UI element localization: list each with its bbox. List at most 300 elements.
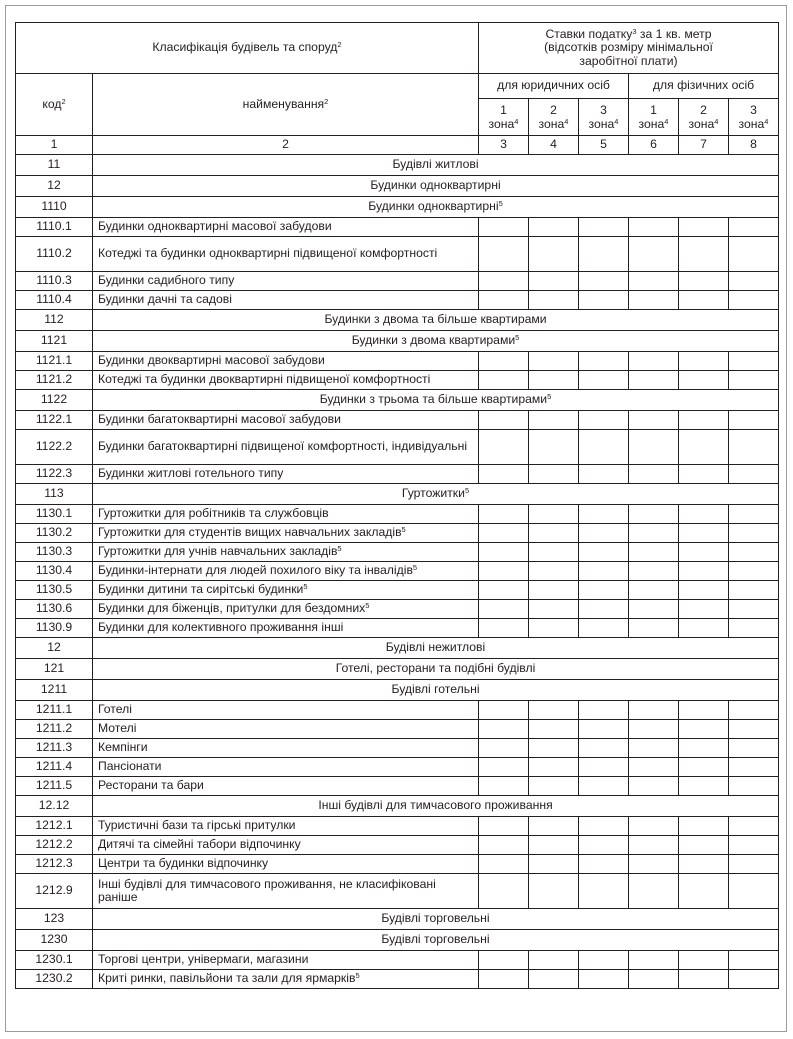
zone-header: 3 зона$^4$ xyxy=(579,99,629,136)
row-code: 1212.3 xyxy=(16,855,93,874)
table-row xyxy=(16,720,779,739)
rate-cell xyxy=(679,701,729,720)
table-row xyxy=(16,505,779,524)
row-name: Будівлі торговельні xyxy=(93,930,779,951)
row-name: Гуртожитки для студентів вищих навчальних закладів$^5$ xyxy=(93,524,479,543)
row-code: 1121.1 xyxy=(16,352,93,371)
row-name: Будинки одноквартирні$^5$ xyxy=(93,197,779,218)
column-numbers-row xyxy=(16,136,779,155)
rate-cell xyxy=(579,411,629,430)
rate-cell xyxy=(479,970,529,989)
rate-cell xyxy=(729,970,779,989)
rate-cell xyxy=(629,836,679,855)
rate-cell xyxy=(529,430,579,465)
table-row xyxy=(16,836,779,855)
rate-cell xyxy=(529,411,579,430)
rate-cell xyxy=(629,581,679,600)
rate-cell xyxy=(629,218,679,237)
row-name: Будинки житлові готельного типу xyxy=(93,465,479,484)
rate-cell xyxy=(529,562,579,581)
group-row xyxy=(16,197,779,218)
rate-cell xyxy=(579,371,629,390)
row-name: Котеджі та будинки одноквартирні підвищеної комфортності xyxy=(93,237,479,272)
rate-cell xyxy=(529,581,579,600)
row-name: Котеджі та будинки двоквартирні підвищеної комфортності xyxy=(93,371,479,390)
row-code: 1130.1 xyxy=(16,505,93,524)
row-name: Будинки багатоквартирні масової забудови xyxy=(93,411,479,430)
zone-header: 2 зона$^4$ xyxy=(529,99,579,136)
rate-cell xyxy=(729,218,779,237)
rate-cell xyxy=(579,430,629,465)
rate-cell xyxy=(629,619,679,638)
row-code: 1230 xyxy=(16,930,93,951)
rate-cell xyxy=(529,836,579,855)
rate-cell xyxy=(729,758,779,777)
rate-cell xyxy=(579,581,629,600)
row-code: 1110.4 xyxy=(16,291,93,310)
rate-cell xyxy=(579,352,629,371)
rate-cell xyxy=(629,465,679,484)
rate-cell xyxy=(479,430,529,465)
group-row xyxy=(16,909,779,930)
rate-cell xyxy=(579,874,629,909)
rate-cell xyxy=(729,951,779,970)
rate-cell xyxy=(479,836,529,855)
table-row xyxy=(16,524,779,543)
group-row xyxy=(16,680,779,701)
rate-cell xyxy=(529,701,579,720)
rate-cell xyxy=(579,524,629,543)
rate-cell xyxy=(679,430,729,465)
table-row xyxy=(16,465,779,484)
rate-cell xyxy=(629,817,679,836)
row-code: 121 xyxy=(16,659,93,680)
table-row xyxy=(16,758,779,777)
row-code: 12 xyxy=(16,638,93,659)
rate-cell xyxy=(679,352,729,371)
rate-cell xyxy=(679,874,729,909)
row-name: Будівлі готельні xyxy=(93,680,779,701)
row-name: Туристичні бази та гірські притулки xyxy=(93,817,479,836)
row-name: Будинки з двома квартирами$^5$ xyxy=(93,331,779,352)
row-name: Будівлі житлові xyxy=(93,155,779,176)
rate-cell xyxy=(629,777,679,796)
rate-cell xyxy=(629,291,679,310)
rate-cell xyxy=(629,758,679,777)
row-name: Торгові центри, універмаги, магазини xyxy=(93,951,479,970)
rate-cell xyxy=(479,411,529,430)
column-number: 8 xyxy=(729,136,779,155)
rate-cell xyxy=(629,855,679,874)
row-code: 1122.2 xyxy=(16,430,93,465)
row-code: 1212.9 xyxy=(16,874,93,909)
rate-cell xyxy=(679,777,729,796)
row-name: Будинки для біженців, притулки для бездомних$^5$ xyxy=(93,600,479,619)
rate-cell xyxy=(479,272,529,291)
row-code: 1110.1 xyxy=(16,218,93,237)
rate-cell xyxy=(529,272,579,291)
group-row xyxy=(16,796,779,817)
table-body xyxy=(16,155,779,989)
row-name: Дитячі та сімейні табори відпочинку xyxy=(93,836,479,855)
rate-cell xyxy=(679,600,729,619)
rate-cell xyxy=(479,237,529,272)
row-name: Мотелі xyxy=(93,720,479,739)
tax-rates-table xyxy=(15,22,779,989)
table-row xyxy=(16,562,779,581)
table-row xyxy=(16,543,779,562)
rate-cell xyxy=(529,855,579,874)
row-code: 113 xyxy=(16,484,93,505)
rate-cell xyxy=(729,777,779,796)
group-row xyxy=(16,659,779,680)
rate-cell xyxy=(579,272,629,291)
row-code: 1130.5 xyxy=(16,581,93,600)
rate-cell xyxy=(579,619,629,638)
rate-cell xyxy=(629,600,679,619)
row-code: 1130.2 xyxy=(16,524,93,543)
row-code: 1211 xyxy=(16,680,93,701)
name-header: найменування$^2$ xyxy=(93,74,479,136)
row-name: Будинки з двома та більше квартирами xyxy=(93,310,779,331)
rate-cell xyxy=(729,430,779,465)
footnote-mark: 5 xyxy=(498,199,503,209)
row-code: 11 xyxy=(16,155,93,176)
rate-cell xyxy=(529,237,579,272)
row-code: 1211.2 xyxy=(16,720,93,739)
column-number: 7 xyxy=(679,136,729,155)
header-row-1 xyxy=(16,23,779,74)
row-code: 1130.4 xyxy=(16,562,93,581)
group-row xyxy=(16,155,779,176)
rate-cell xyxy=(679,218,729,237)
row-code: 1110.2 xyxy=(16,237,93,272)
rate-cell xyxy=(729,581,779,600)
rate-cell xyxy=(729,701,779,720)
rate-cell xyxy=(629,951,679,970)
rate-cell xyxy=(729,817,779,836)
row-name: Інші будівлі для тимчасового проживання xyxy=(93,796,779,817)
rate-cell xyxy=(579,562,629,581)
row-name: Будинки садибного типу xyxy=(93,272,479,291)
table-row xyxy=(16,701,779,720)
rate-cell xyxy=(629,874,679,909)
group-row xyxy=(16,310,779,331)
row-code: 12 xyxy=(16,176,93,197)
rate-cell xyxy=(579,600,629,619)
rate-cell xyxy=(479,739,529,758)
rate-cell xyxy=(629,272,679,291)
rate-cell xyxy=(579,701,629,720)
group-row xyxy=(16,930,779,951)
row-code: 1110.3 xyxy=(16,272,93,291)
footnote-mark: 5 xyxy=(464,486,470,496)
row-code: 1122 xyxy=(16,390,93,411)
rate-cell xyxy=(679,739,729,758)
rate-cell xyxy=(479,720,529,739)
zone-header: 1 зона$^4$ xyxy=(629,99,679,136)
rate-cell xyxy=(579,951,629,970)
rate-cell xyxy=(629,739,679,758)
individuals-header: для фізичних осіб xyxy=(629,74,779,99)
rate-cell xyxy=(679,619,729,638)
group-row xyxy=(16,638,779,659)
row-code: 1212.2 xyxy=(16,836,93,855)
rate-cell xyxy=(729,291,779,310)
rate-cell xyxy=(629,562,679,581)
row-code: 1121.2 xyxy=(16,371,93,390)
rate-cell xyxy=(579,505,629,524)
rate-cell xyxy=(679,836,729,855)
table-row xyxy=(16,581,779,600)
rate-cell xyxy=(479,352,529,371)
rate-cell xyxy=(479,777,529,796)
rate-cell xyxy=(679,291,729,310)
row-code: 1211.5 xyxy=(16,777,93,796)
rate-cell xyxy=(579,739,629,758)
rate-cell xyxy=(579,758,629,777)
rate-cell xyxy=(529,291,579,310)
row-name: Будинки дачні та садові xyxy=(93,291,479,310)
rate-cell xyxy=(729,524,779,543)
rate-cell xyxy=(479,524,529,543)
rate-cell xyxy=(529,505,579,524)
rate-cell xyxy=(579,720,629,739)
column-number: 6 xyxy=(629,136,679,155)
rate-cell xyxy=(529,352,579,371)
rate-cell xyxy=(679,272,729,291)
footnote-mark: 5 xyxy=(337,544,342,554)
rate-cell xyxy=(629,352,679,371)
rate-cell xyxy=(479,505,529,524)
row-name: Будівлі нежитлові xyxy=(93,638,779,659)
rate-cell xyxy=(729,272,779,291)
table-row xyxy=(16,777,779,796)
rate-cell xyxy=(629,720,679,739)
rate-cell xyxy=(729,352,779,371)
table-row xyxy=(16,600,779,619)
zone-header: 2 зона$^4$ xyxy=(679,99,729,136)
row-name: Будинки з трьома та більше квартирами$^5$ xyxy=(93,390,779,411)
rate-cell xyxy=(679,720,729,739)
table-row xyxy=(16,619,779,638)
row-name: Будинки для колективного проживання інші xyxy=(93,619,479,638)
row-name: Центри та будинки відпочинку xyxy=(93,855,479,874)
column-number: 1 xyxy=(16,136,93,155)
table-row xyxy=(16,430,779,465)
rate-cell xyxy=(729,543,779,562)
footnote-mark: 5 xyxy=(547,392,552,402)
group-row xyxy=(16,390,779,411)
table-row xyxy=(16,272,779,291)
rate-cell xyxy=(629,505,679,524)
rate-cell xyxy=(479,619,529,638)
footnote-mark: 5 xyxy=(515,333,520,343)
rate-cell xyxy=(529,970,579,989)
rate-cell xyxy=(529,758,579,777)
row-name: Гуртожитки$^5$ xyxy=(93,484,779,505)
rate-cell xyxy=(729,720,779,739)
code-header: код$^2$ xyxy=(16,74,93,136)
row-code: 1121 xyxy=(16,331,93,352)
rate-cell xyxy=(729,371,779,390)
rate-cell xyxy=(529,465,579,484)
rate-cell xyxy=(629,701,679,720)
row-name: Будинки багатоквартирні підвищеної комфортності, індивідуальні xyxy=(93,430,479,465)
table-row xyxy=(16,951,779,970)
row-name: Готелі xyxy=(93,701,479,720)
zone-header: 3 зона$^4$ xyxy=(729,99,779,136)
rates-header: Ставки податку$^3$ за 1 кв. метр (відсотків розміру мінімальної заробітної плати) xyxy=(479,23,779,74)
row-name: Будинки-інтернати для людей похилого віку та інвалідів$^5$ xyxy=(93,562,479,581)
group-row xyxy=(16,331,779,352)
rate-cell xyxy=(579,970,629,989)
row-code: 1211.4 xyxy=(16,758,93,777)
rate-cell xyxy=(629,430,679,465)
rate-cell xyxy=(579,291,629,310)
row-name: Криті ринки, павільйони та зали для ярмарків$^5$ xyxy=(93,970,479,989)
rate-cell xyxy=(529,218,579,237)
rate-cell xyxy=(529,874,579,909)
row-code: 1212.1 xyxy=(16,817,93,836)
rate-cell xyxy=(579,543,629,562)
row-name: Пансіонати xyxy=(93,758,479,777)
rate-cell xyxy=(579,836,629,855)
rate-cell xyxy=(729,465,779,484)
rate-cell xyxy=(479,562,529,581)
row-code: 123 xyxy=(16,909,93,930)
rate-cell xyxy=(479,855,529,874)
rate-cell xyxy=(679,951,729,970)
rate-cell xyxy=(729,600,779,619)
column-number: 2 xyxy=(93,136,479,155)
rate-cell xyxy=(479,701,529,720)
row-code: 1122.3 xyxy=(16,465,93,484)
footnote-mark: 5 xyxy=(412,563,418,573)
row-name: Будинки двоквартирні масової забудови xyxy=(93,352,479,371)
table-row xyxy=(16,970,779,989)
rate-cell xyxy=(579,237,629,272)
rate-cell xyxy=(529,777,579,796)
legal-entities-header: для юридичних осіб xyxy=(479,74,629,99)
table-row xyxy=(16,411,779,430)
rate-cell xyxy=(479,371,529,390)
rate-cell xyxy=(529,817,579,836)
rate-cell xyxy=(529,371,579,390)
row-code: 1211.3 xyxy=(16,739,93,758)
row-code: 1130.9 xyxy=(16,619,93,638)
rate-cell xyxy=(729,874,779,909)
rate-cell xyxy=(679,237,729,272)
rate-cell xyxy=(529,720,579,739)
table-row xyxy=(16,739,779,758)
header-row-2 xyxy=(16,74,779,99)
table-row xyxy=(16,371,779,390)
rate-cell xyxy=(629,524,679,543)
rate-cell xyxy=(679,371,729,390)
rate-cell xyxy=(529,951,579,970)
rate-cell xyxy=(679,855,729,874)
row-name: Гуртожитки для учнів навчальних закладів$^5$ xyxy=(93,543,479,562)
rate-cell xyxy=(479,291,529,310)
row-name: Гуртожитки для робітників та службовців xyxy=(93,505,479,524)
row-name: Кемпінги xyxy=(93,739,479,758)
rate-cell xyxy=(729,505,779,524)
rate-cell xyxy=(479,874,529,909)
rate-cell xyxy=(729,619,779,638)
classification-header: Класифікація будівель та споруд$^2$ xyxy=(16,23,479,74)
rate-cell xyxy=(629,411,679,430)
rate-cell xyxy=(579,218,629,237)
row-name: Будинки дитини та сирітські будинки$^5$ xyxy=(93,581,479,600)
table-row xyxy=(16,291,779,310)
group-row xyxy=(16,176,779,197)
table-row xyxy=(16,855,779,874)
rate-cell xyxy=(479,951,529,970)
row-name: Будівлі торговельні xyxy=(93,909,779,930)
rate-cell xyxy=(529,619,579,638)
rate-cell xyxy=(679,465,729,484)
footnote-mark: 5 xyxy=(355,971,360,981)
table-row xyxy=(16,874,779,909)
rate-cell xyxy=(479,758,529,777)
table-row xyxy=(16,237,779,272)
table-row xyxy=(16,817,779,836)
rate-cell xyxy=(679,524,729,543)
rate-cell xyxy=(629,371,679,390)
row-name: Ресторани та бари xyxy=(93,777,479,796)
row-code: 1230.1 xyxy=(16,951,93,970)
rate-cell xyxy=(579,817,629,836)
group-row xyxy=(16,484,779,505)
rate-cell xyxy=(729,836,779,855)
rate-cell xyxy=(529,739,579,758)
rate-cell xyxy=(479,465,529,484)
row-code: 112 xyxy=(16,310,93,331)
rate-cell xyxy=(679,543,729,562)
rate-cell xyxy=(629,970,679,989)
rate-cell xyxy=(529,543,579,562)
rate-cell xyxy=(679,411,729,430)
row-code: 1211.1 xyxy=(16,701,93,720)
row-name: Будинки одноквартирні xyxy=(93,176,779,197)
rate-cell xyxy=(629,543,679,562)
column-number: 4 xyxy=(529,136,579,155)
rate-cell xyxy=(679,817,729,836)
rate-cell xyxy=(729,562,779,581)
rate-cell xyxy=(579,855,629,874)
rate-cell xyxy=(679,970,729,989)
footnote-mark: 5 xyxy=(365,601,370,611)
rate-cell xyxy=(729,739,779,758)
rate-cell xyxy=(479,600,529,619)
row-code: 1230.2 xyxy=(16,970,93,989)
row-name: Готелі, ресторани та подібні будівлі xyxy=(93,659,779,680)
rate-cell xyxy=(679,758,729,777)
rate-cell xyxy=(729,237,779,272)
rate-cell xyxy=(729,411,779,430)
rate-cell xyxy=(479,543,529,562)
table-row xyxy=(16,218,779,237)
column-number: 5 xyxy=(579,136,629,155)
row-code: 1130.3 xyxy=(16,543,93,562)
row-name: Будинки одноквартирні масової забудови xyxy=(93,218,479,237)
row-code: 12.12 xyxy=(16,796,93,817)
rate-cell xyxy=(729,855,779,874)
rate-cell xyxy=(679,505,729,524)
rate-cell xyxy=(679,562,729,581)
rate-cell xyxy=(529,524,579,543)
